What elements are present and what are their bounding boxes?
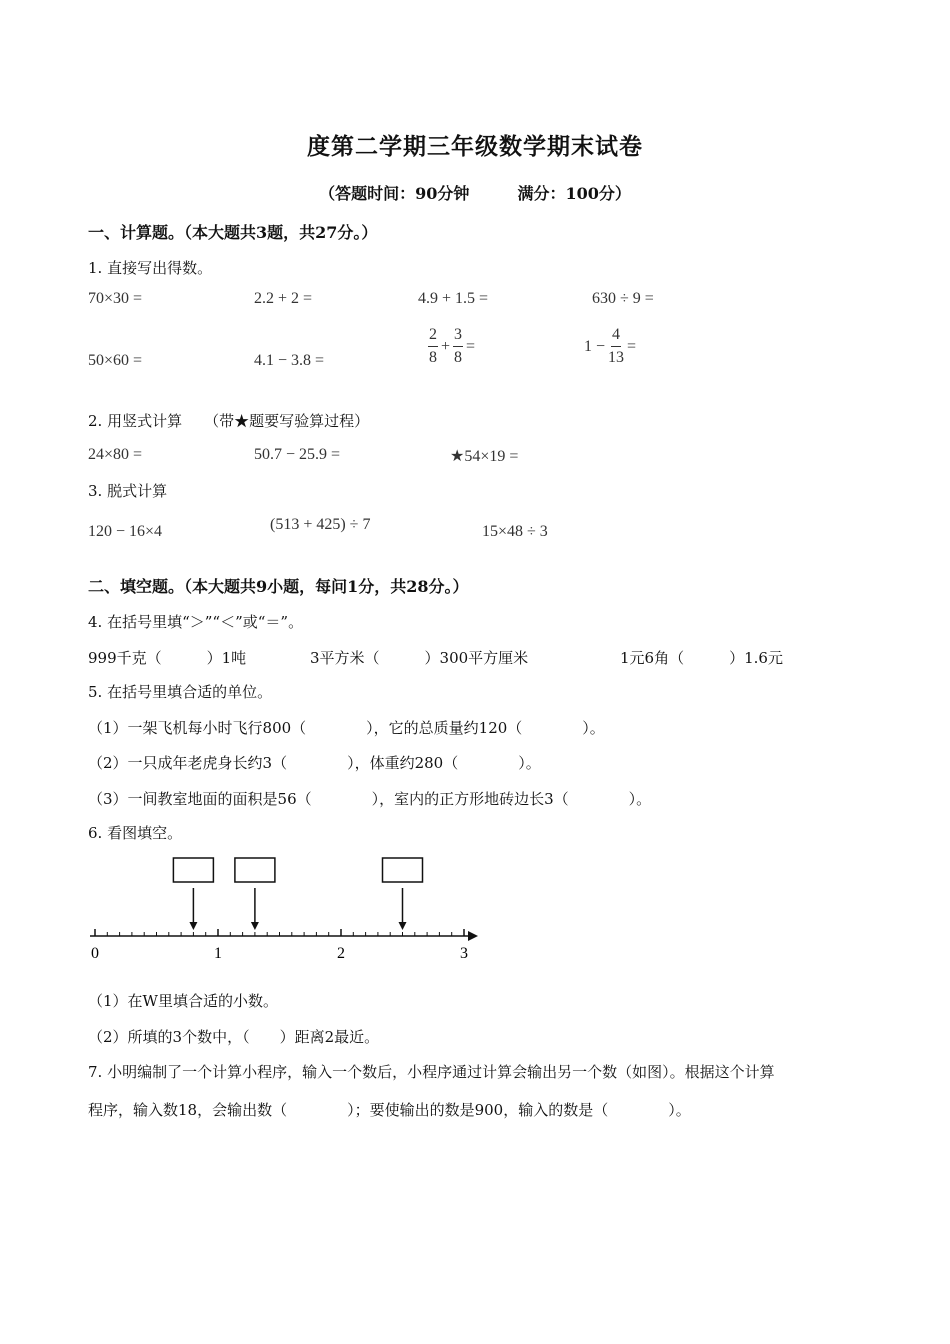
axis-label-0: 0: [91, 945, 99, 962]
answer-box[interactable]: [173, 858, 213, 882]
number-line-markers: [173, 858, 422, 930]
arrow-down-icon: [251, 922, 259, 930]
section1-heading: 一、计算题。（本大题共3题，共27分。）: [88, 223, 378, 242]
fraction: [453, 324, 463, 369]
axis-label-3: 3: [460, 945, 468, 962]
page-title: 度第二学期三年级数学期末试卷: [307, 133, 643, 160]
q1-item-1: 70×30 =: [88, 290, 143, 307]
q5-label: 5. 在括号里填合适的单位。: [88, 683, 273, 701]
q4-item-1: 999千克（ ）1吨: [88, 649, 247, 667]
axis-label-2: 2: [337, 945, 345, 962]
answer-box[interactable]: [235, 858, 275, 882]
denominator: 13: [608, 349, 625, 366]
marker-1: [173, 858, 213, 930]
number-line-figure: [80, 852, 500, 972]
fraction: [608, 324, 624, 369]
answer-box[interactable]: [383, 858, 423, 882]
fraction: [428, 324, 438, 369]
exam-info: [0, 181, 950, 204]
q5-line-2: （2）一只成年老虎身长约3（ ），体重约280（ ）。: [88, 754, 541, 772]
axis-arrow-icon: [468, 931, 478, 941]
q1-item-5: 50×60 =: [88, 352, 143, 369]
section2-heading: 二、填空题。（本大题共9小题，每问1分，共28分。）: [88, 577, 469, 596]
number-line-ticks: [95, 929, 464, 936]
q4-item-3: 1元6角（ ）1.6元: [620, 649, 783, 667]
q2-item-2: 50.7 − 25.9 =: [254, 446, 341, 463]
q1-item-2: 2.2 + 2 =: [254, 290, 313, 307]
q2-item-3: ★54×19 =: [450, 448, 519, 465]
q1-label: 1. 直接写出得数。: [88, 259, 213, 277]
q7-line-1: 7. 小明编制了一个计算小程序，输入一个数后，小程序通过计算会输出另一个数（如图）。根据这个计算: [88, 1063, 775, 1081]
denominator: 8: [454, 349, 463, 366]
q6-sub-2: （2）所填的3个数中，（ ）距离2最近。: [88, 1028, 380, 1046]
q2-title: 2. 用竖式计算: [88, 412, 183, 430]
q2-item-1: 24×80 =: [88, 446, 143, 463]
axis-label-1: 1: [214, 945, 222, 962]
q1-item-6: 4.1 − 3.8 =: [254, 352, 325, 369]
numerator: 3: [453, 324, 463, 347]
marker-2: [235, 858, 275, 930]
operand: 1 −: [584, 337, 606, 355]
q3-item-3: 15×48 ÷ 3: [482, 523, 548, 540]
q7-line-2: 程序，输入数18，会输出数（ ）；要使输出的数是900，输入的数是（ ）。: [88, 1101, 691, 1119]
equals: =: [466, 337, 476, 355]
q3-label: 3. 脱式计算: [88, 482, 168, 500]
q1-fraction-sum: [428, 324, 475, 369]
operator: +: [441, 337, 451, 355]
number-line-labels: [91, 945, 468, 962]
q4-label: 4. 在括号里填“＞”“＜”或“＝”。: [88, 613, 304, 631]
denominator: 8: [429, 349, 437, 366]
q3-item-2: (513 + 425) ÷ 7: [270, 516, 371, 533]
q5-line-1: （1）一架飞机每小时飞行800（ ），它的总质量约120（ ）。: [88, 719, 605, 737]
q2-label: [88, 410, 369, 431]
numerator: 4: [611, 324, 621, 347]
q5-line-3: （3）一间教室地面的面积是56（ ），室内的正方形地砖边长3（ ）。: [88, 790, 652, 808]
q1-item-3: 4.9 + 1.5 =: [418, 290, 489, 307]
q3-item-1: 120 − 16×4: [88, 523, 163, 540]
arrow-down-icon: [189, 922, 197, 930]
exam-time: （答题时间：90分钟: [319, 184, 470, 203]
q2-note: （带★题要写验算过程）: [204, 412, 370, 430]
q6-sub-1: （1）在W里填合适的小数。: [88, 992, 278, 1010]
exam-score: 满分：100分）: [517, 184, 631, 203]
q1-item-4: 630 ÷ 9 =: [592, 290, 654, 307]
q6-label: 6. 看图填空。: [88, 824, 183, 842]
numerator: 2: [428, 324, 438, 347]
arrow-down-icon: [399, 922, 407, 930]
q1-fraction-diff: [584, 324, 636, 369]
q4-item-2: 3平方米（ ）300平方厘米: [310, 649, 529, 667]
marker-3: [383, 858, 423, 930]
equals: =: [627, 337, 637, 355]
